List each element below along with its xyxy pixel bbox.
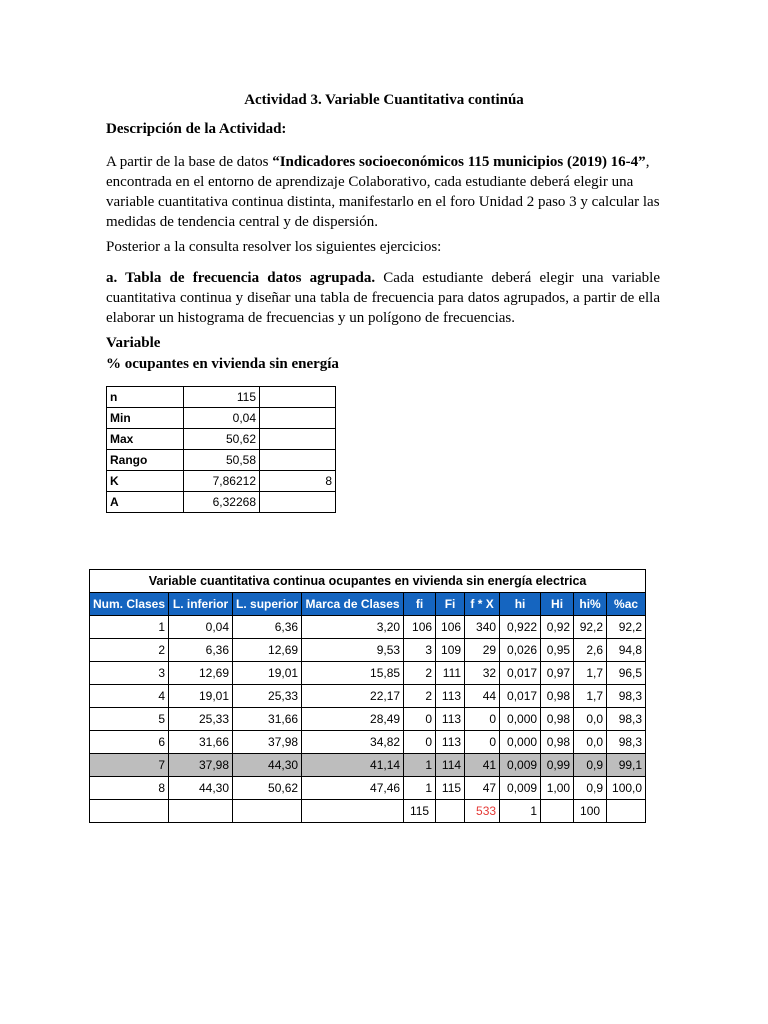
table-cell: 37,98 [233, 731, 302, 754]
stats-key-cell: Max [107, 429, 184, 450]
table-cell: 94,8 [607, 639, 646, 662]
table-cell: 2 [404, 685, 436, 708]
table-cell: 1 [404, 754, 436, 777]
variable-name: % ocupantes en vivienda sin energía [106, 356, 339, 372]
table-cell: 1,00 [541, 777, 574, 800]
table-row [90, 777, 646, 800]
table-cell: 34,82 [302, 731, 404, 754]
total-cell [302, 800, 404, 823]
column-header: Num. Clases [90, 593, 169, 616]
table-cell: 113 [436, 708, 465, 731]
table-cell: 2 [90, 639, 169, 662]
table-cell: 0,04 [169, 616, 233, 639]
exercise-a-paragraph [106, 268, 660, 328]
table-cell: 15,85 [302, 662, 404, 685]
table-cell: 0,026 [500, 639, 541, 662]
total-cell [541, 800, 574, 823]
table-cell: 6 [90, 731, 169, 754]
document-title: Actividad 3. Variable Cuantitativa continúa [244, 92, 524, 108]
table-cell: 2,6 [574, 639, 607, 662]
table-cell: 47 [465, 777, 500, 800]
stats-row [107, 408, 336, 429]
stats-row [107, 387, 336, 408]
stats-extra-cell [260, 429, 336, 450]
table-cell: 2 [404, 662, 436, 685]
column-header: %ac [607, 593, 646, 616]
stats-key-cell: K [107, 471, 184, 492]
table-cell: 50,62 [233, 777, 302, 800]
table-cell: 100,0 [607, 777, 646, 800]
table-cell: 28,49 [302, 708, 404, 731]
table-cell: 1 [90, 616, 169, 639]
column-header: L. inferior [169, 593, 233, 616]
table-cell: 22,17 [302, 685, 404, 708]
intro-text-end: , encontrada en el entorno de aprendizaje Colaborativo, cada estudiante deberá elegir una variable cuantitativa continua distinta, manifestarlo en el foro Unidad 2 paso 3 y calcular las medidas de tendencia central y de dispersión. [106, 154, 660, 230]
table-cell: 0,9 [574, 777, 607, 800]
table-cell: 111 [436, 662, 465, 685]
total-cell: 533 [465, 800, 500, 823]
table-cell: 0,0 [574, 731, 607, 754]
total-cell [436, 800, 465, 823]
stats-extra-cell [260, 492, 336, 513]
table-cell: 0,000 [500, 708, 541, 731]
stats-row [107, 492, 336, 513]
summary-stats-table [106, 386, 336, 513]
table-cell: 31,66 [233, 708, 302, 731]
stats-value-cell: 115 [184, 387, 260, 408]
table-row [90, 639, 646, 662]
table-cell: 37,98 [169, 754, 233, 777]
table-cell: 31,66 [169, 731, 233, 754]
table-cell: 0,000 [500, 731, 541, 754]
table-cell: 0 [465, 731, 500, 754]
table-cell: 3 [90, 662, 169, 685]
table-cell: 92,2 [574, 616, 607, 639]
table-cell: 113 [436, 685, 465, 708]
table-cell: 113 [436, 731, 465, 754]
frequency-table-header-row [90, 593, 646, 616]
stats-row [107, 450, 336, 471]
table-cell: 19,01 [233, 662, 302, 685]
table-cell: 0,009 [500, 754, 541, 777]
stats-extra-cell: 8 [260, 471, 336, 492]
frequency-table-caption-row [90, 570, 646, 593]
stats-value-cell: 50,58 [184, 450, 260, 471]
totals-row [90, 800, 646, 823]
total-cell [233, 800, 302, 823]
table-cell: 92,2 [607, 616, 646, 639]
table-cell: 44 [465, 685, 500, 708]
stats-value-cell: 6,32268 [184, 492, 260, 513]
table-cell: 8 [90, 777, 169, 800]
table-cell: 3,20 [302, 616, 404, 639]
stats-value-cell: 50,62 [184, 429, 260, 450]
table-cell: 44,30 [169, 777, 233, 800]
table-cell: 41 [465, 754, 500, 777]
table-cell: 25,33 [169, 708, 233, 731]
table-cell: 0 [404, 708, 436, 731]
table-cell: 9,53 [302, 639, 404, 662]
table-cell: 12,69 [233, 639, 302, 662]
table-cell: 0,017 [500, 685, 541, 708]
intro-text-start: A partir de la base de datos [106, 154, 273, 170]
column-header: Hi [541, 593, 574, 616]
table-cell: 25,33 [233, 685, 302, 708]
table-row [90, 685, 646, 708]
table-cell: 29 [465, 639, 500, 662]
column-header: f * X [465, 593, 500, 616]
table-cell: 6,36 [169, 639, 233, 662]
table-cell: 98,3 [607, 685, 646, 708]
column-header: hi% [574, 593, 607, 616]
table-cell: 1,7 [574, 685, 607, 708]
table-cell: 4 [90, 685, 169, 708]
table-row [90, 731, 646, 754]
stats-extra-cell [260, 450, 336, 471]
table-cell: 0,95 [541, 639, 574, 662]
frequency-table-caption: Variable cuantitativa continua ocupantes en vivienda sin energía electrica [90, 570, 646, 593]
table-cell: 0,92 [541, 616, 574, 639]
table-cell: 0 [465, 708, 500, 731]
table-cell: 1,7 [574, 662, 607, 685]
table-cell: 41,14 [302, 754, 404, 777]
exercise-a-text: Cada estudiante deberá elegir una variable cuantitativa continua y diseñar una tabla de frecuencia para datos agrupados, a partir de ella elaborar un histograma de frecuencias y un polígono de frecuencias. [106, 270, 660, 326]
table-cell: 47,46 [302, 777, 404, 800]
table-cell: 0,017 [500, 662, 541, 685]
total-cell [169, 800, 233, 823]
table-cell: 0,98 [541, 685, 574, 708]
table-cell: 6,36 [233, 616, 302, 639]
stats-key-cell: A [107, 492, 184, 513]
column-header: Marca de Clases [302, 593, 404, 616]
table-cell: 0,99 [541, 754, 574, 777]
table-cell: 109 [436, 639, 465, 662]
frequency-table [89, 569, 646, 823]
instructions-paragraph: Posterior a la consulta resolver los siguientes ejercicios: [106, 239, 442, 255]
table-cell: 0,922 [500, 616, 541, 639]
stats-key-cell: Min [107, 408, 184, 429]
table-cell: 340 [465, 616, 500, 639]
column-header: hi [500, 593, 541, 616]
total-cell: 100 [574, 800, 607, 823]
stats-row [107, 471, 336, 492]
table-row [90, 754, 646, 777]
exercise-a-title: a. Tabla de frecuencia datos agrupada. [106, 270, 376, 286]
total-cell: 115 [404, 800, 436, 823]
stats-value-cell: 0,04 [184, 408, 260, 429]
total-cell [90, 800, 169, 823]
stats-value-cell: 7,86212 [184, 471, 260, 492]
section-heading: Descripción de la Actividad: [106, 121, 287, 137]
column-header: L. superior [233, 593, 302, 616]
table-cell: 3 [404, 639, 436, 662]
table-cell: 5 [90, 708, 169, 731]
total-cell [607, 800, 646, 823]
stats-key-cell: Rango [107, 450, 184, 471]
table-cell: 1 [404, 777, 436, 800]
table-cell: 99,1 [607, 754, 646, 777]
table-cell: 0,0 [574, 708, 607, 731]
table-cell: 7 [90, 754, 169, 777]
stats-key-cell: n [107, 387, 184, 408]
intro-paragraph [106, 152, 676, 232]
table-cell: 0,98 [541, 731, 574, 754]
table-cell: 0 [404, 731, 436, 754]
table-cell: 114 [436, 754, 465, 777]
table-cell: 106 [404, 616, 436, 639]
table-cell: 0,97 [541, 662, 574, 685]
column-header: fi [404, 593, 436, 616]
table-cell: 0,9 [574, 754, 607, 777]
stats-extra-cell [260, 408, 336, 429]
table-cell: 44,30 [233, 754, 302, 777]
database-name: “Indicadores socioeconómicos 115 municipios (2019) 16-4” [272, 154, 646, 170]
table-row [90, 708, 646, 731]
table-cell: 19,01 [169, 685, 233, 708]
table-cell: 0,98 [541, 708, 574, 731]
stats-extra-cell [260, 387, 336, 408]
table-cell: 106 [436, 616, 465, 639]
stats-row [107, 429, 336, 450]
table-cell: 0,009 [500, 777, 541, 800]
column-header: Fi [436, 593, 465, 616]
table-row [90, 616, 646, 639]
table-cell: 98,3 [607, 731, 646, 754]
table-cell: 96,5 [607, 662, 646, 685]
table-cell: 98,3 [607, 708, 646, 731]
table-cell: 12,69 [169, 662, 233, 685]
variable-label: Variable [106, 335, 161, 351]
total-cell: 1 [500, 800, 541, 823]
table-cell: 32 [465, 662, 500, 685]
table-cell: 115 [436, 777, 465, 800]
table-row [90, 662, 646, 685]
